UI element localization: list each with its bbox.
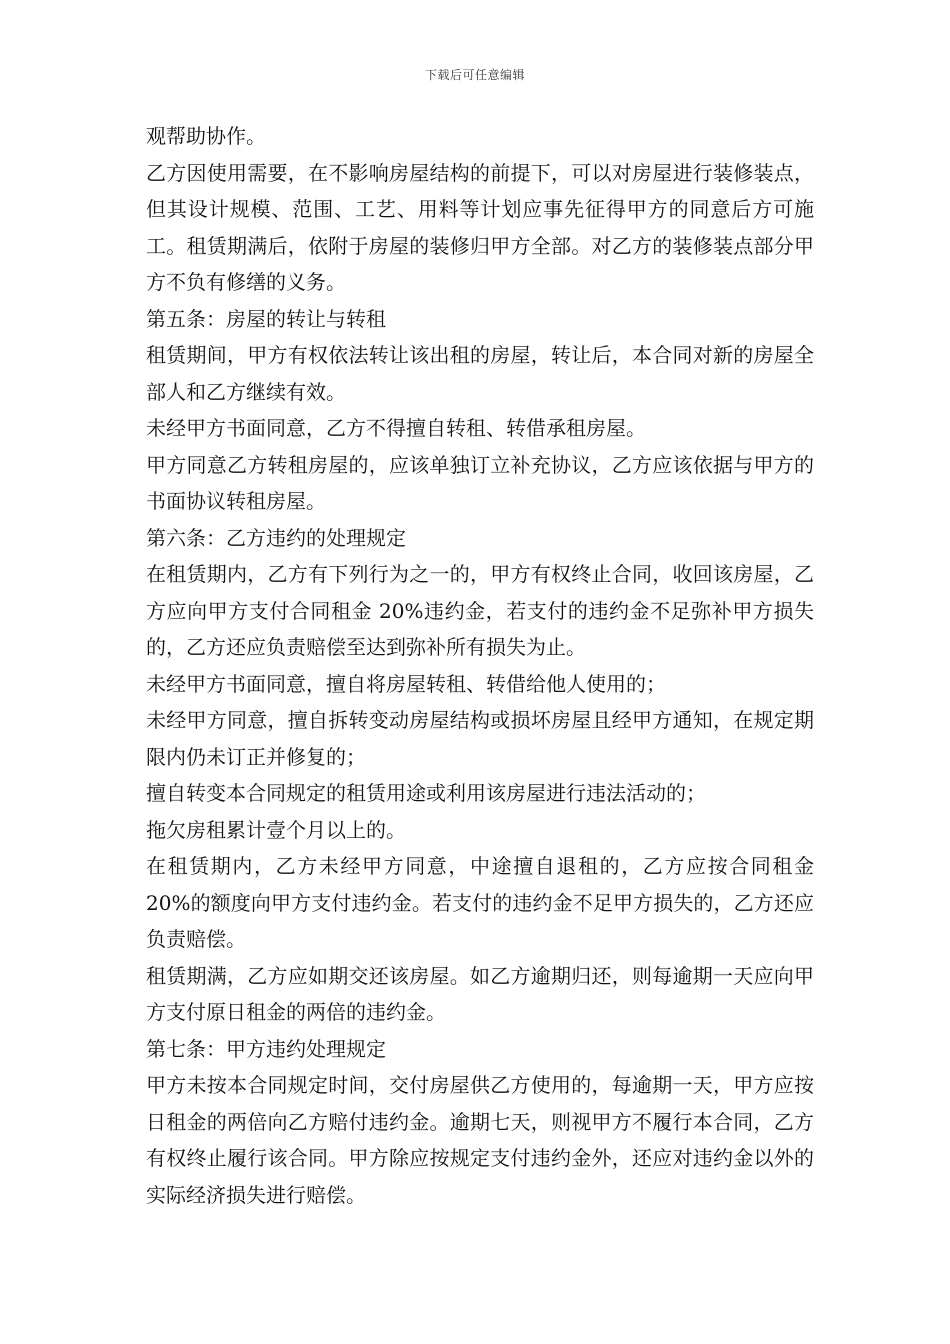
paragraph: 擅自转变本合同规定的租赁用途或利用该房屋进行违法活动的；	[146, 781, 706, 805]
page-header: 下载后可任意编辑	[424, 68, 525, 82]
paragraph: 观帮助协作。	[146, 124, 266, 148]
section-heading: 第五条：房屋的转让与转租	[146, 306, 386, 331]
paragraph: 在租赁期内，乙方有下列行为之一的，甲方有权终止合同，收回该房屋，乙方应向甲方支付合同租金 20%违约金，若支付的违约金不足弥补甲方损失的，乙方还应负责赔偿至达到弥补所有损失为止。	[146, 562, 814, 659]
paragraph: 甲方同意乙方转租房屋的，应该单独订立补充协议，乙方应该依据与甲方的书面协议转租房屋。	[146, 452, 814, 513]
paragraph: 租赁期满，乙方应如期交还该房屋。如乙方逾期归还，则每逾期一天应向甲方支付原日租金的两倍的违约金。	[146, 963, 814, 1024]
paragraph: 未经甲方书面同意，乙方不得擅自转租、转借承租房屋。	[146, 416, 646, 440]
paragraph: 未经甲方同意，擅自拆转变动房屋结构或损坏房屋且经甲方通知，在规定期限内仍未订正并修复的；	[146, 708, 814, 769]
paragraph: 租赁期间，甲方有权依法转让该出租的房屋，转让后，本合同对新的房屋全部人和乙方继续有效。	[146, 343, 814, 404]
paragraph: 甲方未按本合同规定时间，交付房屋供乙方使用的，每逾期一天，甲方应按日租金的两倍向乙方赔付违约金。逾期七天，则视甲方不履行本合同，乙方有权终止履行该合同。甲方除应按规定支付违约金外，还应对违约金以外的实际经济损失进行赔偿。	[146, 1073, 814, 1207]
paragraph: 拖欠房租累计壹个月以上的。	[146, 817, 406, 842]
document-body	[146, 118, 814, 1213]
section-heading: 第六条：乙方违约的处理规定	[146, 525, 406, 550]
paragraph: 未经甲方书面同意，擅自将房屋转租、转借给他人使用的；	[146, 671, 666, 696]
section-heading: 第七条：甲方违约处理规定	[146, 1036, 386, 1061]
paragraph: 在租赁期内，乙方未经甲方同意，中途擅自退租的，乙方应按合同租金 20%的额度向甲方支付违约金。若支付的违约金不足甲方损失的，乙方还应负责赔偿。	[146, 854, 814, 951]
paragraph: 乙方因使用需要，在不影响房屋结构的前提下，可以对房屋进行装修装点，但其设计规模、范围、工艺、用料等计划应事先征得甲方的同意后方可施工。租赁期满后，依附于房屋的装修归甲方全部。对乙方的装修装点部分甲方不负有修缮的义务。	[146, 160, 814, 294]
